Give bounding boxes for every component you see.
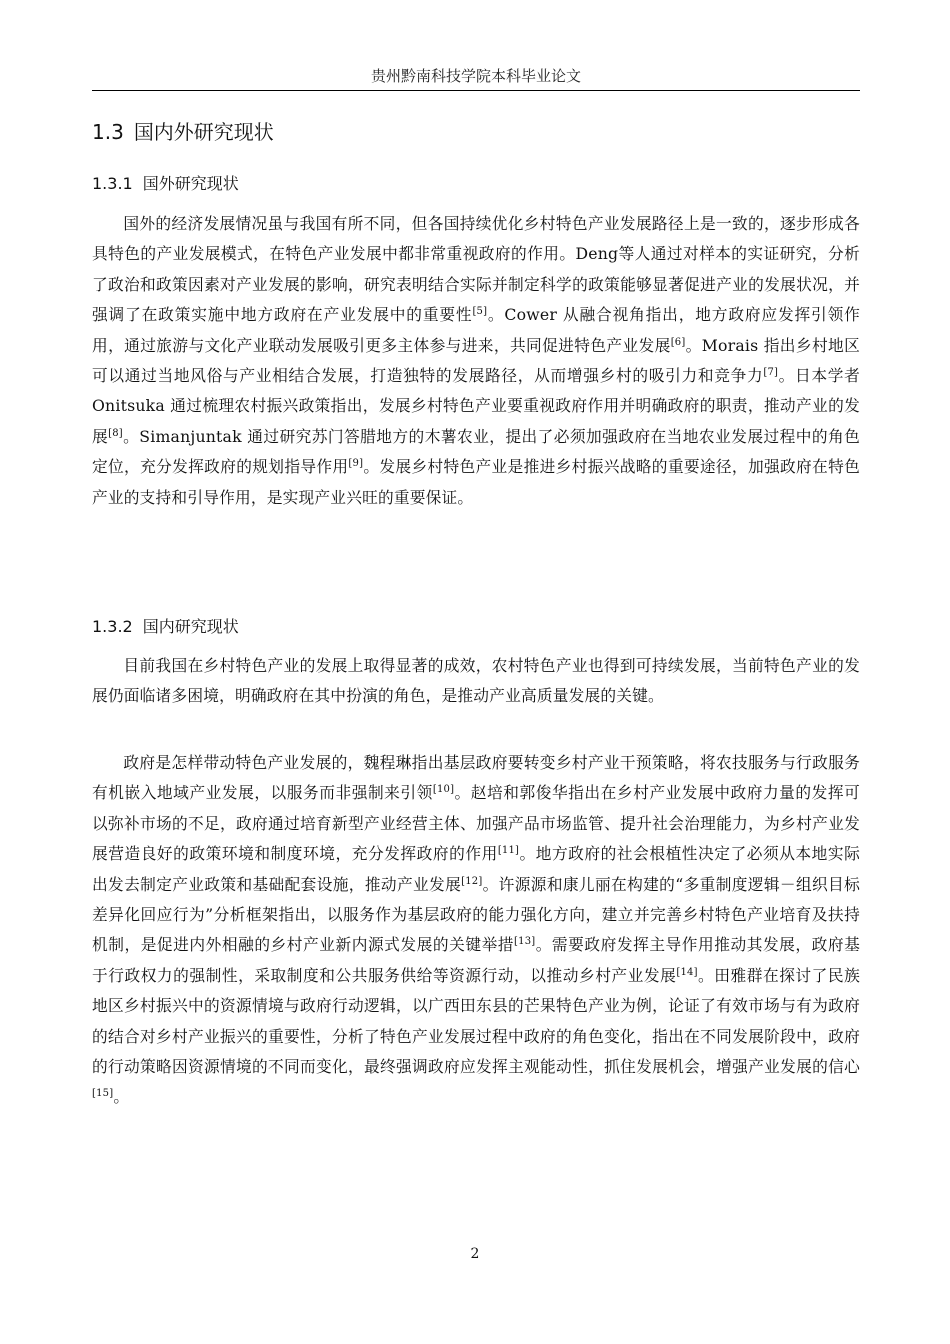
- paragraph-text: 。Simanjuntak 通过研究苏门答腊地方的木薯农业，提出了必须加强政府在当地农业发展过程中的角色定位，充分发挥政府的规划指导作用: [92, 426, 861, 477]
- paragraph-text: 目前我国在乡村特色产业的发展上取得显著的成效，农村特色产业也得到可持续发展，当前特色产业的发展仍面临诸多困境，明确政府在其中扮演的角色，是推动产业高质量发展的关键。: [92, 656, 860, 706]
- paragraph-text: 。需要政府发挥主导作用推动其发展，政府基于行政权力的强制性，采取制度和公共服务供给等资源行动，以推动乡村产业发展: [92, 935, 860, 985]
- paragraph-text: 。Cower 从融合视角指出，地方政府应发挥引领作用，通过旅游与文化产业联动发展吸引更多主体参与进来，共同促进特色产业发展: [92, 305, 860, 355]
- paragraph-text: 。田雅群在探讨了民族地区乡村振兴中的资源情境与政府行动逻辑，以广西田东县的芒果特色产业为例，论证了有效市场与有为政府的结合对乡村产业振兴的重要性，分析了特色产业发展过程中政府的角色变化，指出在不同发展阶段中，政府的行动策略因资源情境的不同而变化，最终强调政府应发挥主观能动性，抓住发展机会，增强产业发展的信心: [92, 965, 861, 1077]
- citation-ref: [7]: [763, 366, 779, 378]
- paragraph-text: 。Morais 指出乡村地区可以通过当地风俗与产业相结合发展，打造独特的发展路径，从而增强乡村的吸引力和竞争力: [92, 335, 860, 386]
- page-number: 2: [470, 1246, 480, 1262]
- citation-ref: [5]: [472, 305, 488, 317]
- citation-ref: [10]: [432, 784, 455, 796]
- citation-ref: [14]: [676, 966, 698, 978]
- paragraph-text: 。: [113, 1087, 130, 1107]
- paragraph-text: 。发展乡村特色产业是推进乡村振兴战略的重要途径，加强政府在特色产业的支持和引导作用，是实现产业兴旺的重要保证。: [92, 457, 860, 507]
- citation-ref: [12]: [461, 875, 483, 887]
- paragraph-text: 国外的经济发展情况虽与我国有所不同，但各国持续优化乡村特色产业发展路径上是一致的，逐步形成各具特色的产业发展模式，在特色产业发展中都非常重视政府的作用。Deng等人通过对样本的实证研究，分析了政治和政策因素对产业发展的影响，研究表明结合实际并制定科学的政策能够显著促进产业的发展状况，并强调了在政策实施中地方政府在产业发展中的重要性: [92, 214, 860, 325]
- citation-ref: [15]: [92, 1088, 114, 1100]
- citation-ref: [8]: [108, 427, 123, 439]
- section-heading: [92, 118, 274, 146]
- page-header: 贵州黔南科技学院本科毕业论文: [370, 67, 581, 85]
- paragraph-text: 。赵培和郭俊华指出在乡村产业发展中政府力量的发挥可以弥补市场的不足，政府通过培育新型产业经营主体、加强产品市场监管、提升社会治理能力，为乡村产业发展营造良好的政策环境和制度环境，充分发挥政府的作用: [92, 783, 861, 864]
- paragraph-foreign-research: [92, 209, 860, 513]
- citation-ref: [11]: [497, 844, 520, 856]
- subsection-number: 1.3.1: [92, 174, 133, 193]
- subsection-title: 国内研究现状: [142, 617, 239, 636]
- citation-ref: [6]: [670, 336, 686, 348]
- paragraph-domestic-intro: [92, 651, 860, 712]
- subsection-heading-domestic: [92, 615, 239, 639]
- subsection-heading-foreign: [92, 172, 239, 196]
- paragraph-text: 。日本学者 Onitsuka 通过梳理农村振兴政策指出，发展乡村特色产业要重视政府作用并明确政府的职责，推动产业的发展: [92, 366, 860, 446]
- citation-ref: [13]: [514, 936, 536, 948]
- paragraph-text: 。地方政府的社会根植性决定了必须从本地实际出发去制定产业政策和基础配套设施，推动产业发展: [92, 844, 861, 894]
- subsection-number: 1.3.2: [92, 617, 133, 636]
- citation-ref: [9]: [348, 458, 364, 470]
- subsection-title: 国外研究现状: [142, 174, 239, 193]
- paragraph-text: 。许源源和康儿丽在构建的“多重制度逻辑－组织目标差异化回应行为”分析框架指出，以服务作为基层政府的能力强化方向，建立并完善乡村特色产业培育及扶持机制，是促进内外相融的乡村产业新内源式发展的关键举措: [92, 874, 860, 955]
- header-rule: [92, 90, 860, 91]
- paragraph-domestic-research: [92, 748, 860, 1113]
- section-title: 国内外研究现状: [133, 120, 274, 144]
- section-number: 1.3: [92, 120, 124, 144]
- paragraph-text: 政府是怎样带动特色产业发展的，魏程琳指出基层政府要转变乡村产业干预策略，将农技服务与行政服务有机嵌入地域产业发展，以服务而非强制来引领: [92, 753, 860, 803]
